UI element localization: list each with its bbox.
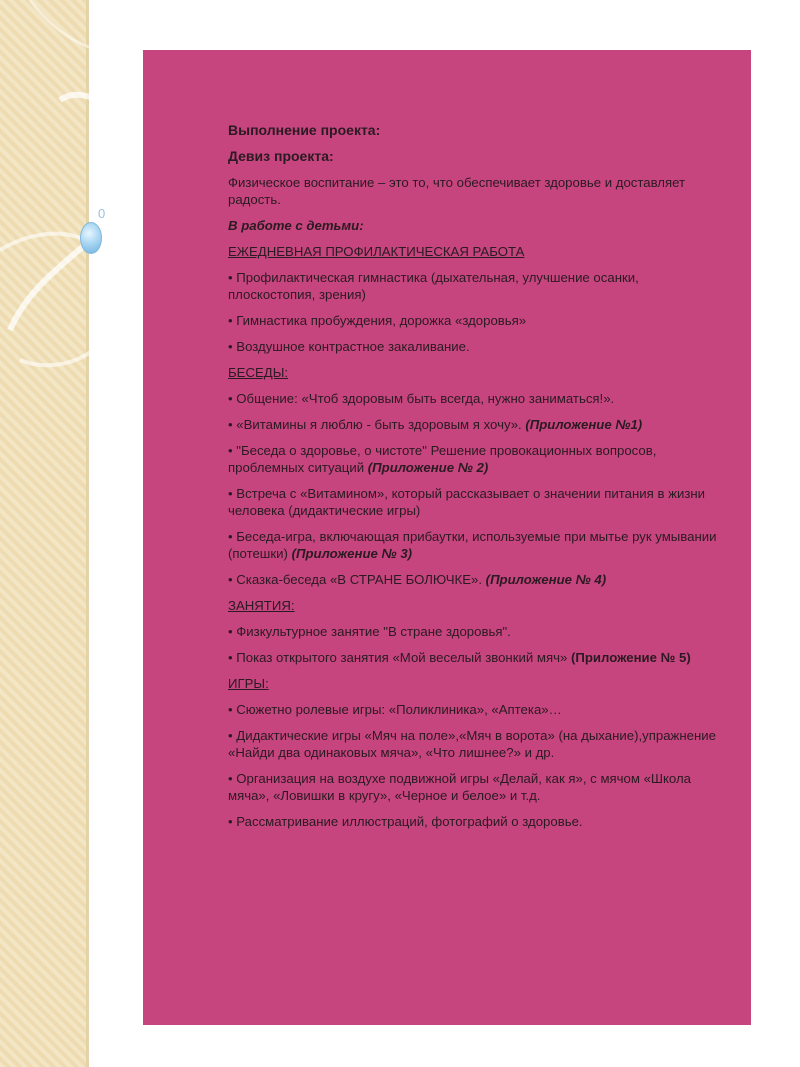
appendix-ref: (Приложение № 3) [291,546,413,561]
appendix-ref: (Приложение № 4) [485,572,607,587]
decorative-curves [0,0,150,420]
item-text: • "Беседа о здоровье, о чистоте" Решение провокационных вопросов, проблемных ситуаций [228,443,657,475]
slide-content [228,122,718,839]
list-item: • Воздушное контрастное закаливание. [228,339,470,354]
slide-marker: 0 [98,206,106,221]
list-item: • Дидактические игры «Мяч на поле»,«Мяч в ворота» (на дыхание),упражнение «Найди два одинаковых мяча», «Что лишнее?» и др. [228,728,716,760]
list-item [228,416,718,433]
list-item: • Рассматривание иллюстраций, фотографий о здоровье. [228,814,583,829]
list-item: • Профилактическая гимнастика (дыхательная, улучшение осанки, плоскостопия, зрения) [228,270,639,302]
section-talks: БЕСЕДЫ: [228,365,289,380]
item-text: • Сказка-беседа «В СТРАНЕ БОЛЮЧКЕ». [228,572,486,587]
section-lessons: ЗАНЯТИЯ: [228,598,295,613]
list-item [228,528,718,562]
appendix-ref: (Приложение №1) [525,417,643,432]
list-item: • Сюжетно ролевые игры: «Поликлиника», «Аптека»… [228,702,562,717]
appendix-ref: (Приложение № 5) [570,650,691,665]
list-item [228,649,718,666]
heading-motto: Девиз проекта: [228,148,334,164]
motto-text: Физическое воспитание – это то, что обеспечивает здоровье и доставляет радость. [228,175,686,207]
item-text: • Показ открытого занятия «Мой веселый звонкий мяч» [228,650,571,665]
list-item [228,442,718,476]
blue-bubble-icon [80,222,102,254]
item-text: • Встреча с «Витамином», который рассказывает о значении питания в жизни человека (дидактические игры) [228,486,706,518]
item-text: • Физкультурное занятие "В стране здоровья". [228,624,511,639]
list-item [228,390,718,407]
heading-execution: Выполнение проекта: [228,122,381,138]
item-text: • «Витамины я люблю - быть здоровым я хочу». [228,417,526,432]
section-games: ИГРЫ: [228,676,269,691]
item-text: • Беседа-игра, включающая прибаутки, используемые при мытье рук умывании (потешки) [228,529,717,561]
appendix-ref: (Приложение № 2) [367,460,489,475]
section-daily: ЕЖЕДНЕВНАЯ ПРОФИЛАКТИЧЕСКАЯ РАБОТА [228,244,525,259]
list-item: • Гимнастика пробуждения, дорожка «здоровья» [228,313,527,328]
list-item: • Организация на воздухе подвижной игры «Делай, как я», с мячом «Школа мяча», «Ловишки в кругу», «Черное и белое» и т.д. [228,771,691,803]
list-item [228,485,718,519]
list-item [228,571,718,588]
item-text: • Общение: «Чтоб здоровым быть всегда, нужно заниматься!». [228,391,615,406]
list-item [228,623,718,640]
heading-work-children: В работе с детьми: [228,218,364,233]
